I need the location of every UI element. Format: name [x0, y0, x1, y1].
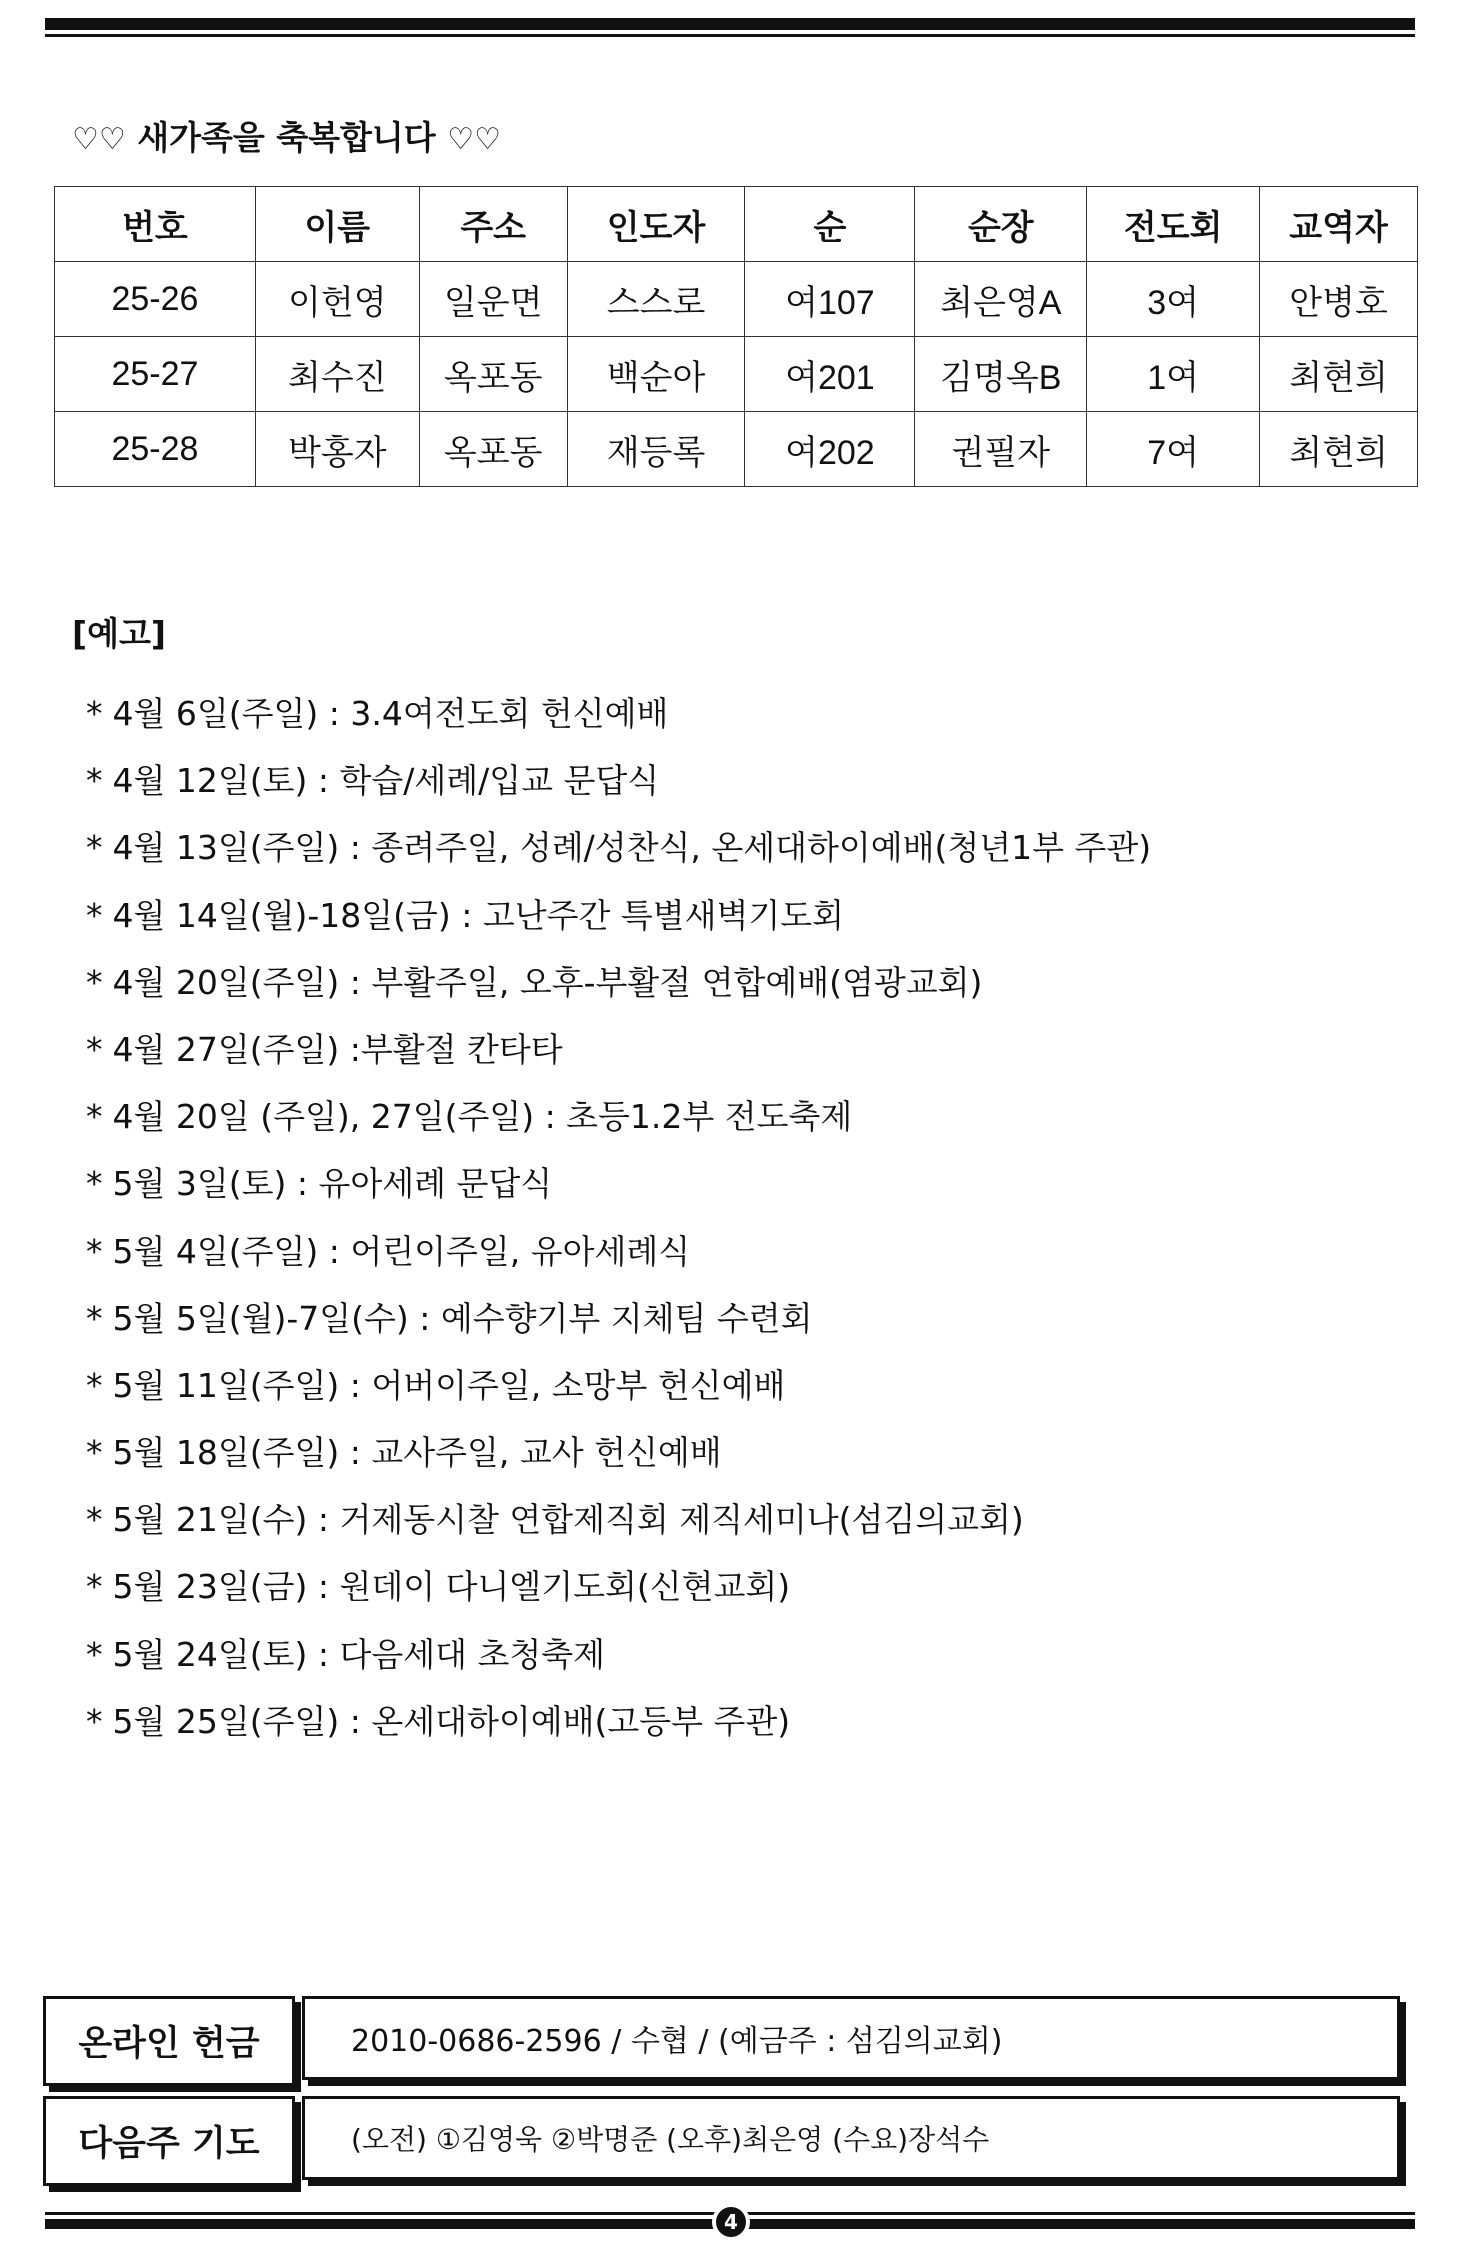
bullet-icon: *: [86, 962, 103, 1002]
online-offering-account: [302, 1996, 1400, 2080]
bullet-icon: *: [86, 1097, 103, 1137]
table-cell: 25-27: [55, 337, 256, 412]
table-cell: 최수진: [255, 337, 419, 412]
list-item: [86, 747, 1151, 814]
table-cell: 박홍자: [255, 412, 419, 487]
heart-icon: ♡♡: [447, 122, 501, 157]
bullet-icon: *: [86, 895, 103, 935]
table-cell: 재등록: [567, 412, 745, 487]
column-header-mission-society: 전도회: [1087, 187, 1260, 262]
notice-text: 5월 25일(주일) : 온세대하이예배(고등부 주관): [112, 1701, 791, 1741]
top-rule-thick: [45, 18, 1415, 30]
notice-text: 5월 21일(수) : 거제동시찰 연합제직회 제직세미나(섬김의교회): [112, 1500, 1024, 1540]
notice-text: 4월 14일(월)-18일(금) : 고난주간 특별새벽기도회: [112, 895, 845, 935]
notice-text: 5월 3일(토) : 유아세례 문답식: [112, 1164, 553, 1204]
list-item: [86, 1352, 1151, 1419]
bullet-icon: *: [86, 1298, 103, 1338]
notice-text: 4월 6일(주일) : 3.4여전도회 헌신예배: [112, 694, 669, 733]
top-rule-thin: [45, 34, 1415, 37]
list-item: [86, 680, 1151, 747]
notice-text: 5월 4일(주일) : 어린이주일, 유아세례식: [112, 1231, 691, 1271]
bullet-icon: *: [86, 694, 103, 733]
bullet-icon: *: [86, 1634, 103, 1674]
next-week-prayer-value: (오전) ①김영욱 ②박명준 (오후)최은영 (수요)장석수: [351, 2123, 990, 2156]
list-item: [86, 1150, 1151, 1217]
bullet-icon: *: [86, 761, 103, 801]
bullet-icon: *: [86, 1164, 103, 1204]
bullet-icon: *: [86, 1365, 103, 1405]
bullet-icon: *: [86, 828, 103, 868]
bullet-icon: *: [86, 1029, 103, 1069]
column-header-group-leader: 순장: [915, 187, 1087, 262]
table-cell: 옥포동: [419, 337, 567, 412]
list-item: [86, 1486, 1151, 1553]
table-cell: 25-28: [55, 412, 256, 487]
next-week-prayer-box: [302, 2096, 1400, 2180]
table-cell: 안병호: [1260, 262, 1418, 337]
table-row: [55, 337, 1418, 412]
table-cell: 여202: [745, 412, 915, 487]
new-family-heading: [72, 112, 501, 159]
table-row: [55, 412, 1418, 487]
new-family-title: 새가족을 축복합니다: [137, 118, 436, 157]
bullet-icon: *: [86, 1500, 103, 1540]
notice-text: 4월 20일(주일) : 부활주일, 오후-부활절 연합예배(염광교회): [112, 962, 983, 1002]
table-cell: 7여: [1087, 412, 1260, 487]
notice-list: [86, 680, 1151, 1755]
table-header-row: [55, 187, 1418, 262]
bullet-icon: *: [86, 1433, 103, 1473]
list-item: [86, 814, 1151, 881]
notice-text: 5월 5일(월)-7일(수) : 예수향기부 지체팀 수련회: [112, 1298, 813, 1338]
column-header-address: 주소: [419, 187, 567, 262]
top-double-rule: [45, 18, 1415, 37]
bullet-icon: *: [86, 1567, 103, 1607]
table-cell: 권필자: [915, 412, 1087, 487]
table-cell: 김명옥B: [915, 337, 1087, 412]
column-header-pastor: 교역자: [1260, 187, 1418, 262]
heart-icon: ♡♡: [72, 122, 126, 157]
table-cell: 옥포동: [419, 412, 567, 487]
list-item: [86, 1553, 1151, 1620]
bullet-icon: *: [86, 1701, 103, 1741]
column-header-guide: 인도자: [567, 187, 745, 262]
table-cell: 1여: [1087, 337, 1260, 412]
table-row: [55, 262, 1418, 337]
table-cell: 3여: [1087, 262, 1260, 337]
bullet-icon: *: [86, 1231, 103, 1271]
list-item: [86, 1016, 1151, 1083]
table-cell: 최은영A: [915, 262, 1087, 337]
table-cell: 이헌영: [255, 262, 419, 337]
column-header-name: 이름: [255, 187, 419, 262]
table-cell: 25-26: [55, 262, 256, 337]
notice-heading: [예고]: [72, 614, 166, 653]
table-cell: 일운면: [419, 262, 567, 337]
list-item: [86, 1621, 1151, 1688]
table-cell: 스스로: [567, 262, 745, 337]
next-week-prayer-label: 다음주 기도: [43, 2096, 295, 2186]
notice-text: 5월 18일(주일) : 교사주일, 교사 헌신예배: [112, 1433, 722, 1473]
page-number-badge: 4: [712, 2203, 750, 2241]
table-cell: 최현희: [1260, 337, 1418, 412]
notice-text: 4월 12일(토) : 학습/세례/입교 문답식: [112, 761, 660, 801]
table-cell: 최현희: [1260, 412, 1418, 487]
notice-text: 5월 23일(금) : 원데이 다니엘기도회(신현교회): [112, 1567, 791, 1607]
list-item: [86, 1218, 1151, 1285]
list-item: [86, 949, 1151, 1016]
table-cell: 여201: [745, 337, 915, 412]
notice-text: 4월 20일 (주일), 27일(주일) : 초등1.2부 전도축제: [112, 1097, 853, 1137]
list-item: [86, 1688, 1151, 1755]
column-header-number: 번호: [55, 187, 256, 262]
table-cell: 백순아: [567, 337, 745, 412]
table-cell: 여107: [745, 262, 915, 337]
new-family-table: [54, 186, 1418, 487]
notice-text: 5월 11일(주일) : 어버이주일, 소망부 헌신예배: [112, 1365, 786, 1405]
list-item: [86, 882, 1151, 949]
notice-text: 4월 27일(주일) :부활절 칸타타: [112, 1029, 563, 1069]
list-item: [86, 1285, 1151, 1352]
list-item: [86, 1419, 1151, 1486]
notice-text: 5월 24일(토) : 다음세대 초청축제: [112, 1634, 605, 1674]
notice-text: 4월 13일(주일) : 종려주일, 성례/성찬식, 온세대하이예배(청년1부 주관): [112, 828, 1152, 868]
column-header-group: 순: [745, 187, 915, 262]
online-offering-value: 2010-0686-2596 / 수협 / (예금주 : 섬김의교회): [351, 2024, 1003, 2059]
online-offering-label: 온라인 헌금: [43, 1996, 295, 2086]
list-item: [86, 1083, 1151, 1150]
